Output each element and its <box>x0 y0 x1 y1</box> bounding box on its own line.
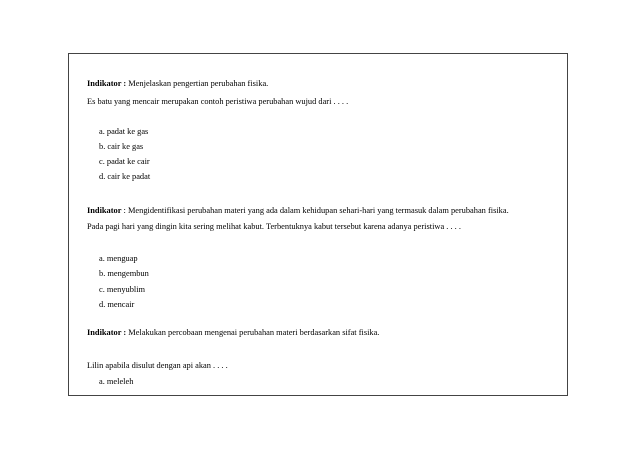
indicator-1-label: Indikator : <box>87 79 127 88</box>
indicator-2-text: : Mengidentifikasi perubahan materi yang ada dalam kehidupan sehari-hari yang termasuk dalam perubahan fisika. <box>123 206 509 215</box>
question-2-option-d: d. mencair <box>99 300 135 309</box>
question-1-option-c: c. padat ke cair <box>99 157 150 166</box>
question-2-text: Pada pagi hari yang dingin kita sering melihat kabut. Terbentuknya kabut tersebut karena adanya peristiwa . . . . <box>87 222 461 231</box>
indicator-1-text: Menjelaskan pengertian perubahan fisika. <box>128 79 269 88</box>
question-1-option-d: d. cair ke padat <box>99 172 151 181</box>
question-1-option-a: a. padat ke gas <box>99 127 149 136</box>
indicator-2 <box>87 206 509 216</box>
question-2-option-a: a. menguap <box>99 254 138 263</box>
indicator-3-label: Indikator : <box>87 328 127 337</box>
question-2-option-b: b. mengembun <box>99 269 149 278</box>
question-3-text: Lilin apabila disulut dengan api akan . . . . <box>87 361 228 370</box>
question-3-option-a: a. meleleh <box>99 377 134 386</box>
indicator-3-text: Melakukan percobaan mengenai perubahan materi berdasarkan sifat fisika. <box>128 328 380 337</box>
indicator-1 <box>87 79 268 89</box>
indicator-3 <box>87 328 379 338</box>
question-1-text: Es batu yang mencair merupakan contoh peristiwa perubahan wujud dari . . . . <box>87 97 349 106</box>
question-2-option-c: c. menyublim <box>99 285 146 294</box>
question-1-option-b: b. cair ke gas <box>99 142 144 151</box>
indicator-2-label: Indikator <box>87 206 122 215</box>
